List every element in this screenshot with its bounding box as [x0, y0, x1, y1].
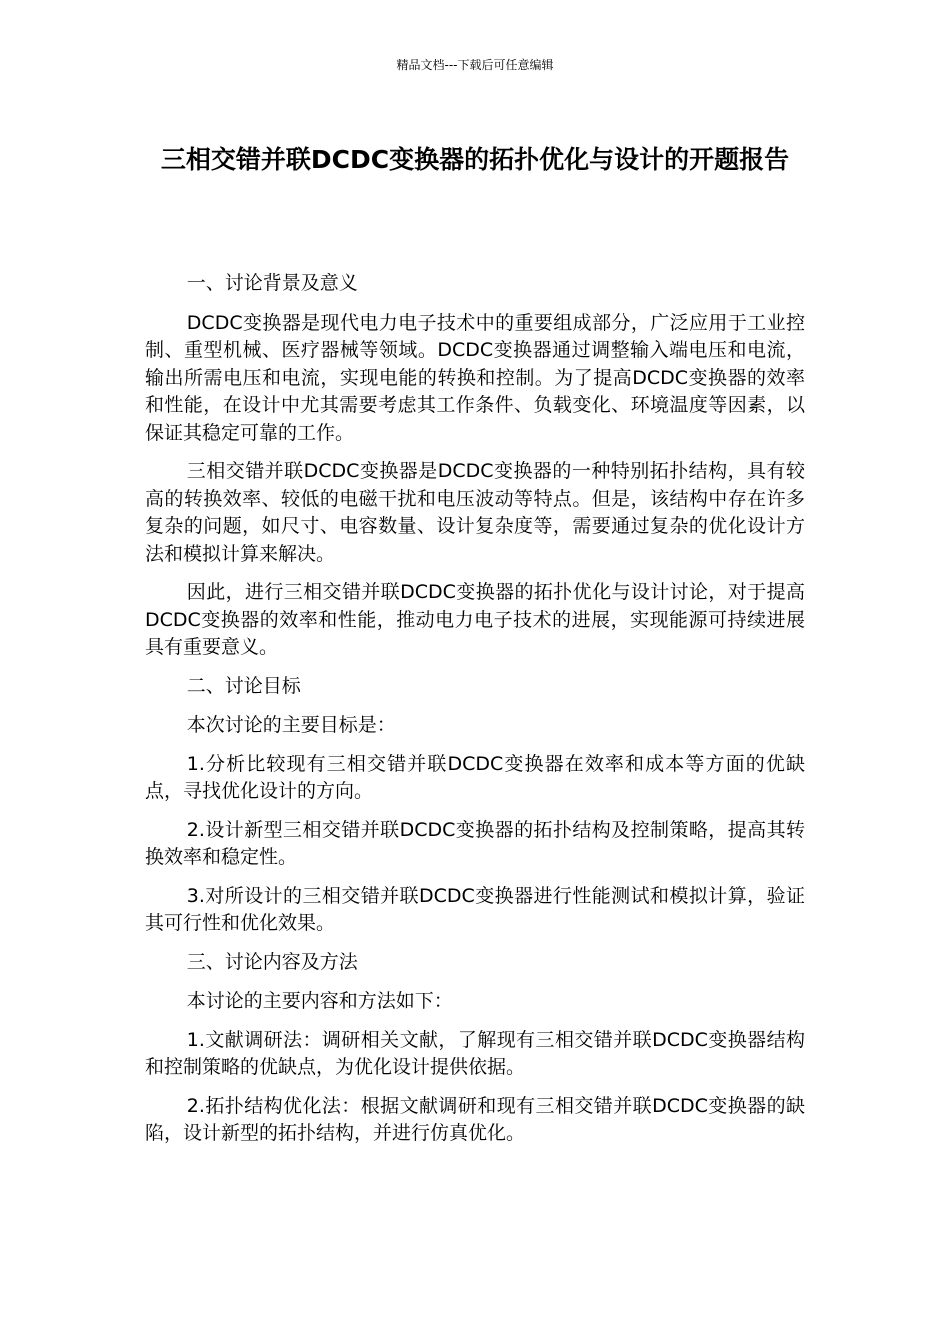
- list-item: 1.分析比较现有三相交错并联DCDC变换器在效率和成本等方面的优缺点，寻找优化设计的方向。: [145, 752, 805, 802]
- section-heading: 一、讨论背景及意义: [186, 272, 358, 294]
- body-paragraph: 本讨论的主要内容和方法如下：: [186, 990, 453, 1012]
- list-item: 2.设计新型三相交错并联DCDC变换器的拓扑结构及控制策略，提高其转换效率和稳定性。: [145, 818, 805, 868]
- document-title: 三相交错并联DCDC变换器的拓扑优化与设计的开题报告: [160, 145, 790, 174]
- section-heading: 二、讨论目标: [186, 674, 301, 697]
- list-item: 2.拓扑结构优化法：根据文献调研和现有三相交错并联DCDC变换器的缺陷，设计新型的拓扑结构，并进行仿真优化。: [145, 1094, 805, 1144]
- body-paragraph: 因此，进行三相交错并联DCDC变换器的拓扑优化与设计讨论，对于提高DCDC变换器的效率和性能，推动电力电子技术的进展，实现能源可持续进展具有重要意义。: [145, 581, 805, 658]
- body-paragraph: 三相交错并联DCDC变换器是DCDC变换器的一种特别拓扑结构，具有较高的转换效率、较低的电磁干扰和电压波动等特点。但是，该结构中存在许多复杂的问题，如尺寸、电容数量、设计复杂度等，需要通过复杂的优化设计方法和模拟计算来解决。: [145, 460, 805, 565]
- list-item: 3.对所设计的三相交错并联DCDC变换器进行性能测试和模拟计算，验证其可行性和优化效果。: [145, 884, 805, 934]
- section-heading: 三、讨论内容及方法: [186, 950, 358, 973]
- body-paragraph: DCDC变换器是现代电力电子技术中的重要组成部分，广泛应用于工业控制、重型机械、医疗器械等领域。DCDC变换器通过调整输入端电压和电流，输出所需电压和电流，实现电能的转换和控制。为了提高DCDC变换器的效率和性能，在设计中尤其需要考虑其工作条件、负载变化、环境温度等因素，以保证其稳定可靠的工作。: [145, 311, 805, 444]
- page-header-note: 精品文档---下载后可任意编辑: [396, 58, 554, 72]
- document-body: [145, 270, 805, 1159]
- body-paragraph: 本次讨论的主要目标是：: [186, 714, 396, 736]
- list-item: 1.文献调研法：调研相关文献，了解现有三相交错并联DCDC变换器结构和控制策略的优缺点，为优化设计提供依据。: [145, 1028, 805, 1078]
